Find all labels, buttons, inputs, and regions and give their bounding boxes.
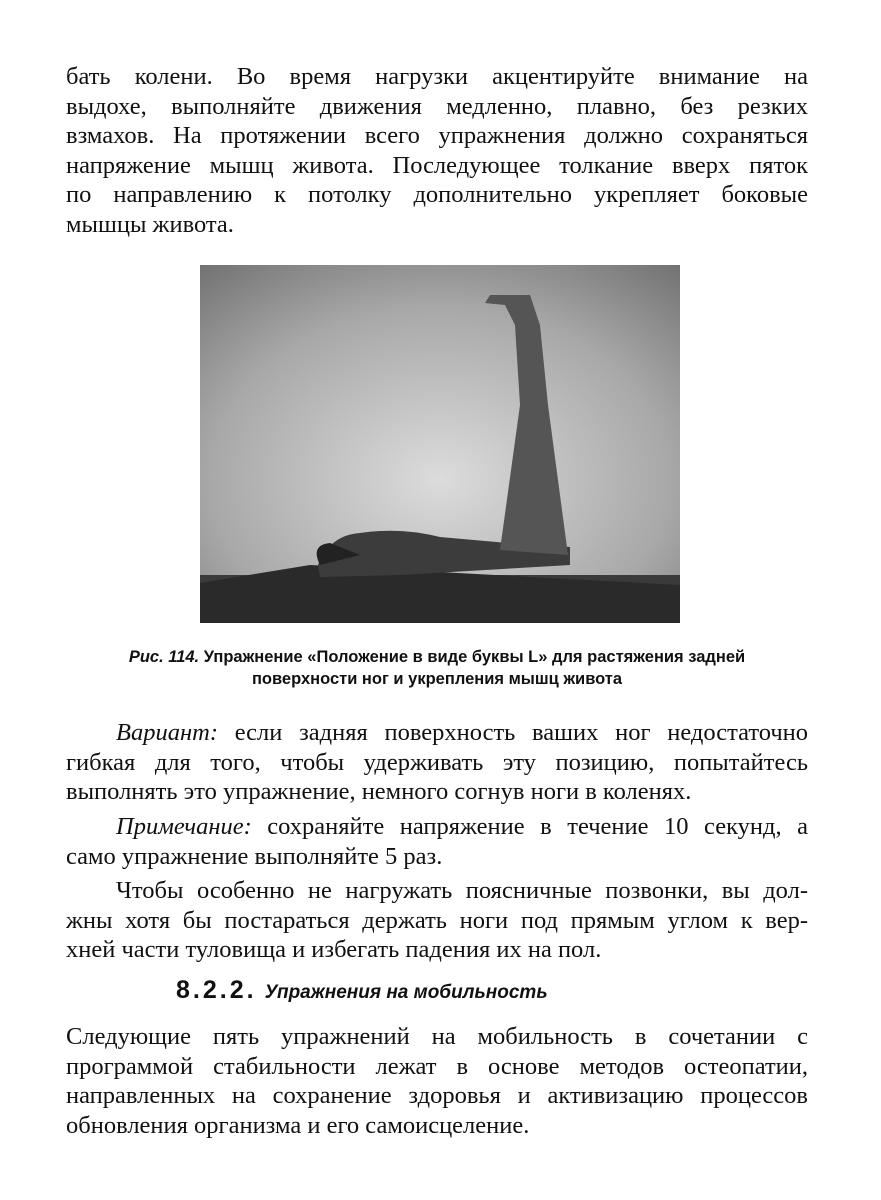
text-line: Чтобы особенно не нагружать поясничные позвонки, вы дол- <box>116 877 808 904</box>
figure-caption <box>66 646 808 690</box>
text-line <box>66 718 808 748</box>
spine-paragraph <box>66 876 808 965</box>
top-paragraph <box>66 62 808 239</box>
caption-line: Упражнение «Положение в виде буквы L» для растяжения задней <box>203 648 746 666</box>
text-line: по направлению к потолку дополнительно укрепляет боковые <box>66 181 808 208</box>
note-paragraph <box>66 812 808 871</box>
variant-paragraph <box>66 718 808 807</box>
text: если задняя поверхность ваших ног недостаточно <box>217 719 808 746</box>
text-line: мышцы живота. <box>66 210 234 238</box>
section-title: Упражнения на мобильность <box>264 982 548 1003</box>
text-line: программой стабильности лежат в основе методов остеопатии, <box>66 1052 808 1080</box>
text-line <box>66 812 808 842</box>
text-line: само упражнение выполняйте 5 раз. <box>66 842 443 870</box>
text-line: Следующие пять упражнений на мобильность в сочетании с <box>66 1023 808 1050</box>
figure-label: Рис. 114. <box>128 648 200 666</box>
text-line: гибкая для того, чтобы удерживать эту позицию, попытайтесь <box>66 748 808 776</box>
text-line: жны хотя бы постараться держать ноги под прямым углом к вер- <box>66 906 808 934</box>
text-line: напряжение мышц живота. Последующее толкание вверх пяток <box>66 151 808 179</box>
text-line: взмахов. На протяжении всего упражнения должно сохраняться <box>66 122 808 149</box>
section-number: 8.2.2. <box>176 976 257 1004</box>
final-paragraph <box>66 1022 808 1140</box>
note-lead: Примечание: <box>116 813 252 840</box>
text-line: бать колени. Во время нагрузки акцентируйте внимание на <box>66 63 808 90</box>
text-line: выполнять это упражнение, немного согнув ноги в коленях. <box>66 778 692 805</box>
text-line: направленных на сохранение здоровья и активизацию процессов <box>66 1082 808 1109</box>
text-line: хней части туловища и избегать падения их на пол. <box>66 936 602 963</box>
exercise-photo <box>200 265 680 623</box>
caption-line: поверхности ног и укрепления мышц живота <box>251 670 623 688</box>
text: сохраняйте напряжение в течение 10 секунд, а <box>251 813 808 840</box>
text-line: выдохе, выполняйте движения медленно, плавно, без резких <box>66 92 808 120</box>
variant-lead: Вариант: <box>116 719 218 746</box>
text-line: обновления организма и его самоисцеление. <box>66 1111 530 1139</box>
section-heading <box>176 976 548 1005</box>
